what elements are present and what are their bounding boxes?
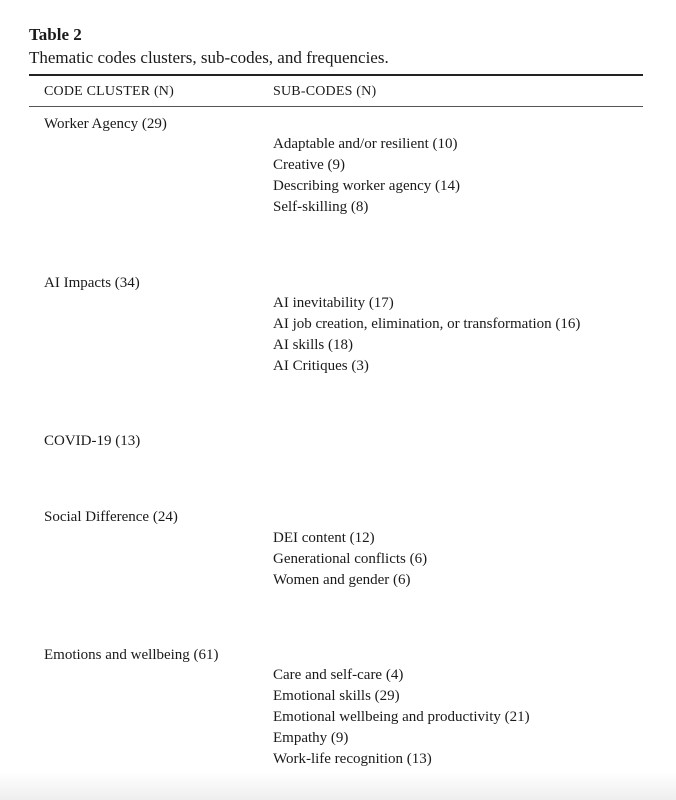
column-header-sub-codes: SUB-CODES (N) [273,84,377,99]
subcode-item: AI job creation, elimination, or transformation (16) [273,316,581,332]
subcode-item: Emotional skills (29) [273,688,400,704]
column-header-code-cluster: CODE CLUSTER (N) [44,84,174,99]
table-top-rule [29,74,643,76]
subcode-item: AI Critiques (3) [273,358,369,374]
subcode-item: Work-life recognition (13) [273,751,432,767]
subcode-item: Creative (9) [273,157,346,173]
subcode-item: AI skills (18) [273,337,353,353]
cluster-social-difference: Social Difference (24) [44,509,178,525]
subcode-item: Describing worker agency (14) [273,178,461,194]
cluster-worker-agency: Worker Agency (29) [44,116,167,132]
subcode-item: Generational conflicts (6) [273,551,428,567]
subcode-item: Emotional wellbeing and productivity (21) [273,709,530,725]
page-bottom-edge [0,772,676,800]
subcode-item: DEI content (12) [273,530,375,546]
subcode-item: Care and self-care (4) [273,667,404,683]
table-caption: Thematic codes clusters, sub-codes, and frequencies. [29,48,389,67]
subcode-list-worker-agency [273,134,460,218]
table-label: Table 2 [29,25,82,44]
table-header-rule [29,106,643,107]
cluster-emotions-and-wellbeing: Emotions and wellbeing (61) [44,647,219,663]
subcode-list-ai-impacts [273,293,580,377]
subcode-item: AI inevitability (17) [273,295,394,311]
cluster-covid-19: COVID-19 (13) [44,433,141,449]
subcode-item: Self-skilling (8) [273,199,369,215]
subcode-item: Women and gender (6) [273,572,411,588]
subcode-item: Adaptable and/or resilient (10) [273,136,458,152]
subcode-list-social-difference [273,528,427,591]
cluster-ai-impacts: AI Impacts (34) [44,275,140,291]
subcode-list-emotions-and-wellbeing [273,665,530,770]
subcode-item: Empathy (9) [273,730,349,746]
